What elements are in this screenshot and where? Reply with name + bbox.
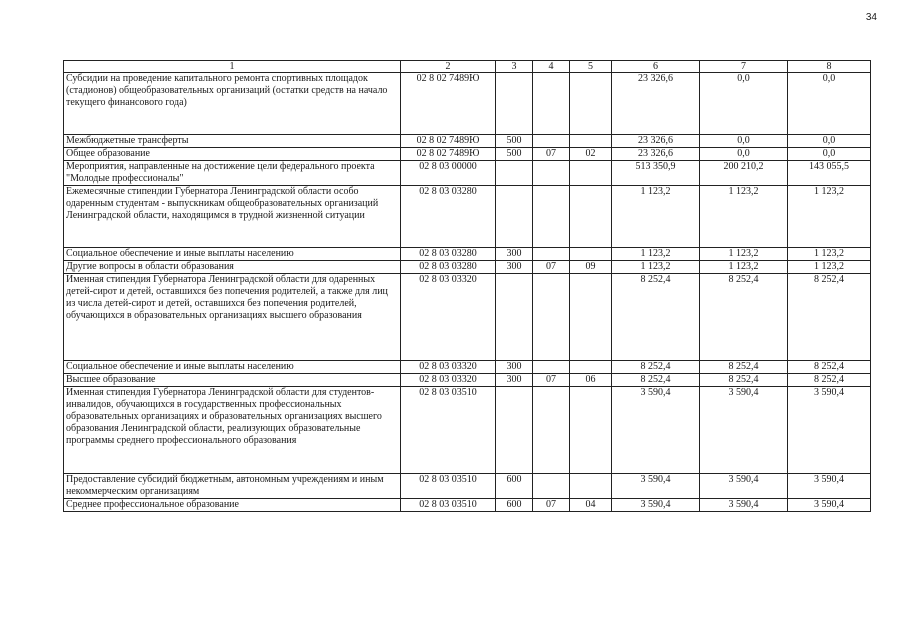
row-code: 02 8 02 7489Ю: [401, 148, 496, 161]
row-value-col6: 1 123,2: [612, 248, 700, 261]
row-section: [533, 474, 570, 499]
row-code: 02 8 02 7489Ю: [401, 73, 496, 135]
row-subsection: [570, 161, 612, 186]
row-name: Среднее профессиональное образование: [64, 499, 401, 512]
table-row: [64, 274, 871, 361]
column-header: 8: [788, 61, 871, 73]
row-section: [533, 135, 570, 148]
row-subsection: [570, 135, 612, 148]
row-name: Социальное обеспечение и иные выплаты населению: [64, 248, 401, 261]
column-header: 1: [64, 61, 401, 73]
row-value-col6: 513 350,9: [612, 161, 700, 186]
row-subsection: [570, 387, 612, 474]
row-value-col6: 3 590,4: [612, 387, 700, 474]
row-name: Именная стипендия Губернатора Ленинградской области для одаренных детей-сирот и детей, оставшихся без попечения родителей, а также для лиц из числа детей-сирот и детей, оставшихся без попечения родителей, обучающихся в образовательных организациях высшего образования: [64, 274, 401, 361]
row-subsection: [570, 474, 612, 499]
row-value-col7: 1 123,2: [700, 186, 788, 248]
row-expense-type: 300: [496, 261, 533, 274]
row-value-col8: 3 590,4: [788, 499, 871, 512]
row-subsection: 04: [570, 499, 612, 512]
row-expense-type: 300: [496, 248, 533, 261]
table-row: [64, 73, 871, 135]
row-name: Мероприятия, направленные на достижение цели федерального проекта "Молодые профессионалы": [64, 161, 401, 186]
row-value-col7: 3 590,4: [700, 387, 788, 474]
row-value-col7: 1 123,2: [700, 248, 788, 261]
row-expense-type: [496, 186, 533, 248]
row-subsection: 06: [570, 374, 612, 387]
table-row: [64, 148, 871, 161]
row-expense-type: 600: [496, 499, 533, 512]
column-header: 5: [570, 61, 612, 73]
row-value-col8: 143 055,5: [788, 161, 871, 186]
row-expense-type: [496, 274, 533, 361]
row-value-col8: 1 123,2: [788, 261, 871, 274]
table-row: [64, 361, 871, 374]
row-code: 02 8 03 03280: [401, 248, 496, 261]
column-header: 4: [533, 61, 570, 73]
row-name: Предоставление субсидий бюджетным, автономным учреждениям и иным некоммерческим организациям: [64, 474, 401, 499]
row-value-col8: 0,0: [788, 135, 871, 148]
row-code: 02 8 03 03280: [401, 261, 496, 274]
row-value-col6: 23 326,6: [612, 148, 700, 161]
row-subsection: [570, 248, 612, 261]
row-value-col7: 0,0: [700, 148, 788, 161]
row-value-col8: 0,0: [788, 73, 871, 135]
row-name: Социальное обеспечение и иные выплаты населению: [64, 361, 401, 374]
row-expense-type: 500: [496, 135, 533, 148]
row-value-col6: 1 123,2: [612, 261, 700, 274]
table-row: [64, 474, 871, 499]
header-row: [64, 61, 871, 73]
row-subsection: [570, 361, 612, 374]
row-code: 02 8 03 03320: [401, 374, 496, 387]
row-value-col6: 23 326,6: [612, 135, 700, 148]
row-value-col8: 0,0: [788, 148, 871, 161]
row-section: 07: [533, 499, 570, 512]
row-expense-type: 300: [496, 374, 533, 387]
row-value-col7: 3 590,4: [700, 499, 788, 512]
budget-table: [63, 60, 871, 512]
row-value-col6: 8 252,4: [612, 361, 700, 374]
table-row: [64, 499, 871, 512]
column-header: 2: [401, 61, 496, 73]
row-code: 02 8 03 00000: [401, 161, 496, 186]
row-value-col7: 8 252,4: [700, 374, 788, 387]
row-section: [533, 73, 570, 135]
row-value-col8: 1 123,2: [788, 248, 871, 261]
row-section: 07: [533, 374, 570, 387]
row-value-col8: 1 123,2: [788, 186, 871, 248]
row-value-col7: 8 252,4: [700, 274, 788, 361]
page-number: 34: [865, 12, 877, 23]
row-value-col8: 8 252,4: [788, 361, 871, 374]
row-value-col7: 0,0: [700, 135, 788, 148]
table-row: [64, 186, 871, 248]
row-subsection: 02: [570, 148, 612, 161]
row-value-col6: 8 252,4: [612, 274, 700, 361]
row-name: Ежемесячные стипендии Губернатора Ленинградской области особо одаренным студентам - выпускникам общеобразовательных организаций Ленинградской области, находящимся в трудной жизненной ситуации: [64, 186, 401, 248]
row-code: 02 8 03 03280: [401, 186, 496, 248]
row-expense-type: 500: [496, 148, 533, 161]
row-section: [533, 186, 570, 248]
row-section: [533, 161, 570, 186]
table-row: [64, 135, 871, 148]
table-row: [64, 387, 871, 474]
row-section: 07: [533, 148, 570, 161]
row-value-col6: 8 252,4: [612, 374, 700, 387]
row-value-col8: 8 252,4: [788, 374, 871, 387]
row-value-col8: 8 252,4: [788, 274, 871, 361]
row-value-col7: 200 210,2: [700, 161, 788, 186]
table-row: [64, 261, 871, 274]
row-expense-type: 300: [496, 361, 533, 374]
row-expense-type: [496, 73, 533, 135]
row-value-col8: 3 590,4: [788, 387, 871, 474]
row-name: Общее образование: [64, 148, 401, 161]
column-header: 3: [496, 61, 533, 73]
row-value-col7: 8 252,4: [700, 361, 788, 374]
row-value-col7: 0,0: [700, 73, 788, 135]
row-value-col6: 1 123,2: [612, 186, 700, 248]
row-value-col6: 3 590,4: [612, 499, 700, 512]
table-row: [64, 248, 871, 261]
row-expense-type: [496, 161, 533, 186]
row-code: 02 8 03 03510: [401, 499, 496, 512]
column-header: 6: [612, 61, 700, 73]
row-section: [533, 387, 570, 474]
column-header: 7: [700, 61, 788, 73]
row-expense-type: 600: [496, 474, 533, 499]
row-section: 07: [533, 261, 570, 274]
row-value-col7: 3 590,4: [700, 474, 788, 499]
table-row: [64, 374, 871, 387]
row-code: 02 8 02 7489Ю: [401, 135, 496, 148]
row-subsection: [570, 186, 612, 248]
row-code: 02 8 03 03320: [401, 274, 496, 361]
row-value-col6: 3 590,4: [612, 474, 700, 499]
row-code: 02 8 03 03320: [401, 361, 496, 374]
row-name: Межбюджетные трансферты: [64, 135, 401, 148]
row-value-col7: 1 123,2: [700, 261, 788, 274]
row-value-col8: 3 590,4: [788, 474, 871, 499]
table-row: [64, 161, 871, 186]
row-expense-type: [496, 387, 533, 474]
row-subsection: [570, 274, 612, 361]
row-value-col6: 23 326,6: [612, 73, 700, 135]
row-name: Другие вопросы в области образования: [64, 261, 401, 274]
row-code: 02 8 03 03510: [401, 474, 496, 499]
row-section: [533, 361, 570, 374]
row-subsection: [570, 73, 612, 135]
row-code: 02 8 03 03510: [401, 387, 496, 474]
row-name: Субсидии на проведение капитального ремонта спортивных площадок (стадионов) общеобразовательных организаций (остатки средств на начало текущего финансового года): [64, 73, 401, 135]
row-section: [533, 274, 570, 361]
row-subsection: 09: [570, 261, 612, 274]
table-body: [64, 73, 871, 512]
row-name: Высшее образование: [64, 374, 401, 387]
row-name: Именная стипендия Губернатора Ленинградской области для студентов-инвалидов, обучающихся в государственных профессиональных образовательных организациях и образовательных организациях высшего образования Ленинградской области, реализующих образовательные программы среднего профессионального образования: [64, 387, 401, 474]
row-section: [533, 248, 570, 261]
